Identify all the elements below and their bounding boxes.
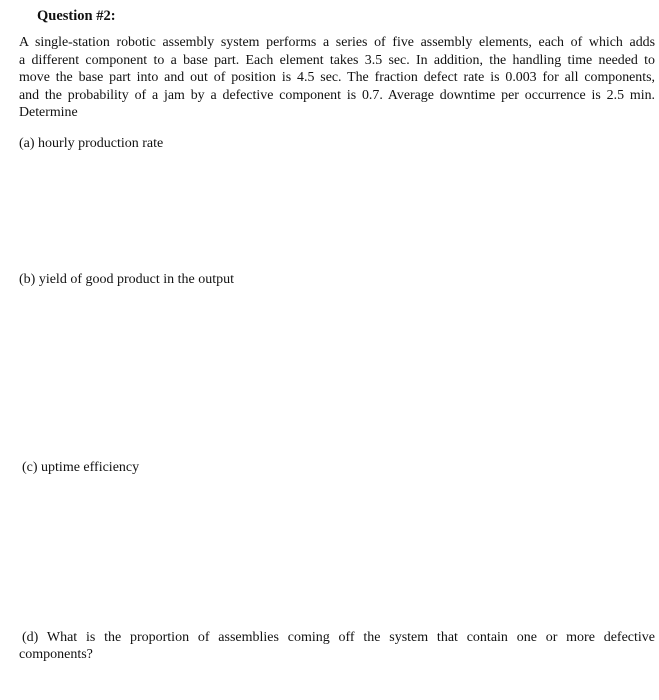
- problem-line: move the base part into and out of position is 4.5 sec. The fraction defect rate is 0.003 for all components,: [19, 70, 655, 86]
- part-b-prompt: (b) yield of good product in the output: [19, 272, 235, 287]
- part-a-prompt: (a) hourly production rate: [19, 136, 164, 151]
- part-d-prompt: [19, 629, 655, 663]
- problem-line: and the probability of a jam by a defective component is 0.7. Average downtime per occurrence is 2.5 min.: [19, 87, 655, 103]
- question-title: Question #2:: [37, 8, 116, 24]
- problem-line: a different component to a base part. Each element takes 3.5 sec. In addition, the handling time needed to: [19, 52, 655, 68]
- problem-line: A single-station robotic assembly system performs a series of five assembly elements, each of which adds: [19, 35, 655, 50]
- part-c-prompt: (c) uptime efficiency: [22, 460, 140, 475]
- part-d-line: (d) What is the proportion of assemblies coming off the system that contain one or more defective: [22, 630, 655, 645]
- problem-line: Determine: [19, 105, 78, 121]
- problem-statement: [19, 34, 655, 122]
- part-d-line: components?: [19, 647, 93, 662]
